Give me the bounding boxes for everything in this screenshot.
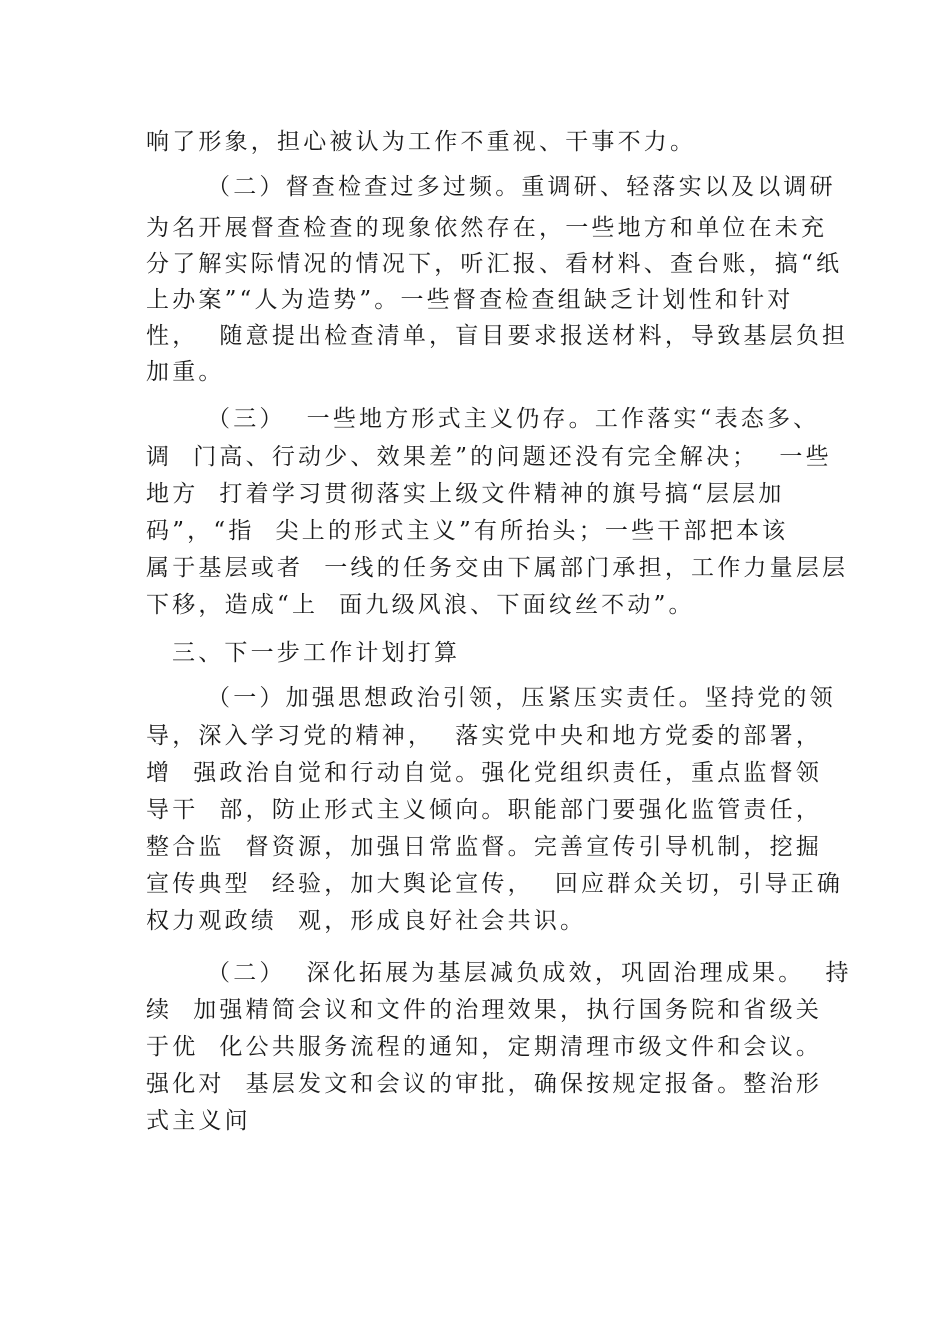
text-line: （二）督查检查过多过频。重调研、轻落实以及以调研 xyxy=(207,174,836,200)
text-line: 增 强政治自觉和行动自觉。强化党组织责任，重点监督领 xyxy=(146,760,823,786)
text-line: 宣传典型 经验，加大舆论宣传， 回应群众关切，引导正确 xyxy=(146,871,844,897)
text-line: 整合监 督资源，加强日常监督。完善宣传引导机制，挖掘 xyxy=(146,834,823,860)
text-line: 下移，造成“上 面九级风浪、下面纹丝不动”。 xyxy=(146,592,695,618)
text-line: 分了解实际情况的情况下，听汇报、看材料、查台账，搞“纸 xyxy=(146,251,843,277)
text-line: 于优 化公共服务流程的通知，定期清理市级文件和会议。 xyxy=(146,1034,823,1060)
text-line: 为名开展督查检查的现象依然存在，一些地方和单位在未充 xyxy=(146,215,828,241)
text-line: 码”，“指 尖上的形式主义”有所抬头；一些干部把本该 xyxy=(146,518,789,544)
text-line: 导，深入学习党的精神， 落实党中央和地方党委的部署， xyxy=(146,723,823,749)
text-line: 调 门高、行动少、效果差”的问题还没有完全解决； 一些 xyxy=(146,444,832,470)
text-line: （二） 深化拓展为基层减负成效，巩固治理成果。 持 xyxy=(207,960,852,986)
text-line: 加重。 xyxy=(146,359,225,385)
text-line: 导干 部，防止形式主义倾向。职能部门要强化监管责任， xyxy=(146,797,823,823)
text-line: （三） 一些地方形式主义仍存。工作落实“表态多、 xyxy=(207,406,820,432)
section-heading: 三、下一步工作计划打算 xyxy=(172,640,461,666)
text-line: 式主义问 xyxy=(146,1108,251,1134)
text-line: 地方 打着学习贯彻落实上级文件精神的旗号搞“层层加 xyxy=(146,481,785,507)
text-line: 性， 随意提出检查清单，盲目要求报送材料，导致基层负担 xyxy=(146,323,849,349)
text-line: 响了形象，担心被认为工作不重视、干事不力。 xyxy=(146,129,697,155)
text-line: 权力观政绩 观，形成良好社会共识。 xyxy=(146,908,587,934)
text-line: 属于基层或者 一线的任务交由下属部门承担，工作力量层层 xyxy=(146,555,849,581)
text-line: 上办案”“人为造势”。一些督查检查组缺乏计划性和针对 xyxy=(146,287,794,313)
text-line: 强化对 基层发文和会议的审批，确保按规定报备。整治形 xyxy=(146,1071,823,1097)
text-line: 续 加强精简会议和文件的治理效果，执行国务院和省级关 xyxy=(146,997,823,1023)
text-line: （一）加强思想政治引领，压紧压实责任。坚持党的领 xyxy=(207,685,836,711)
